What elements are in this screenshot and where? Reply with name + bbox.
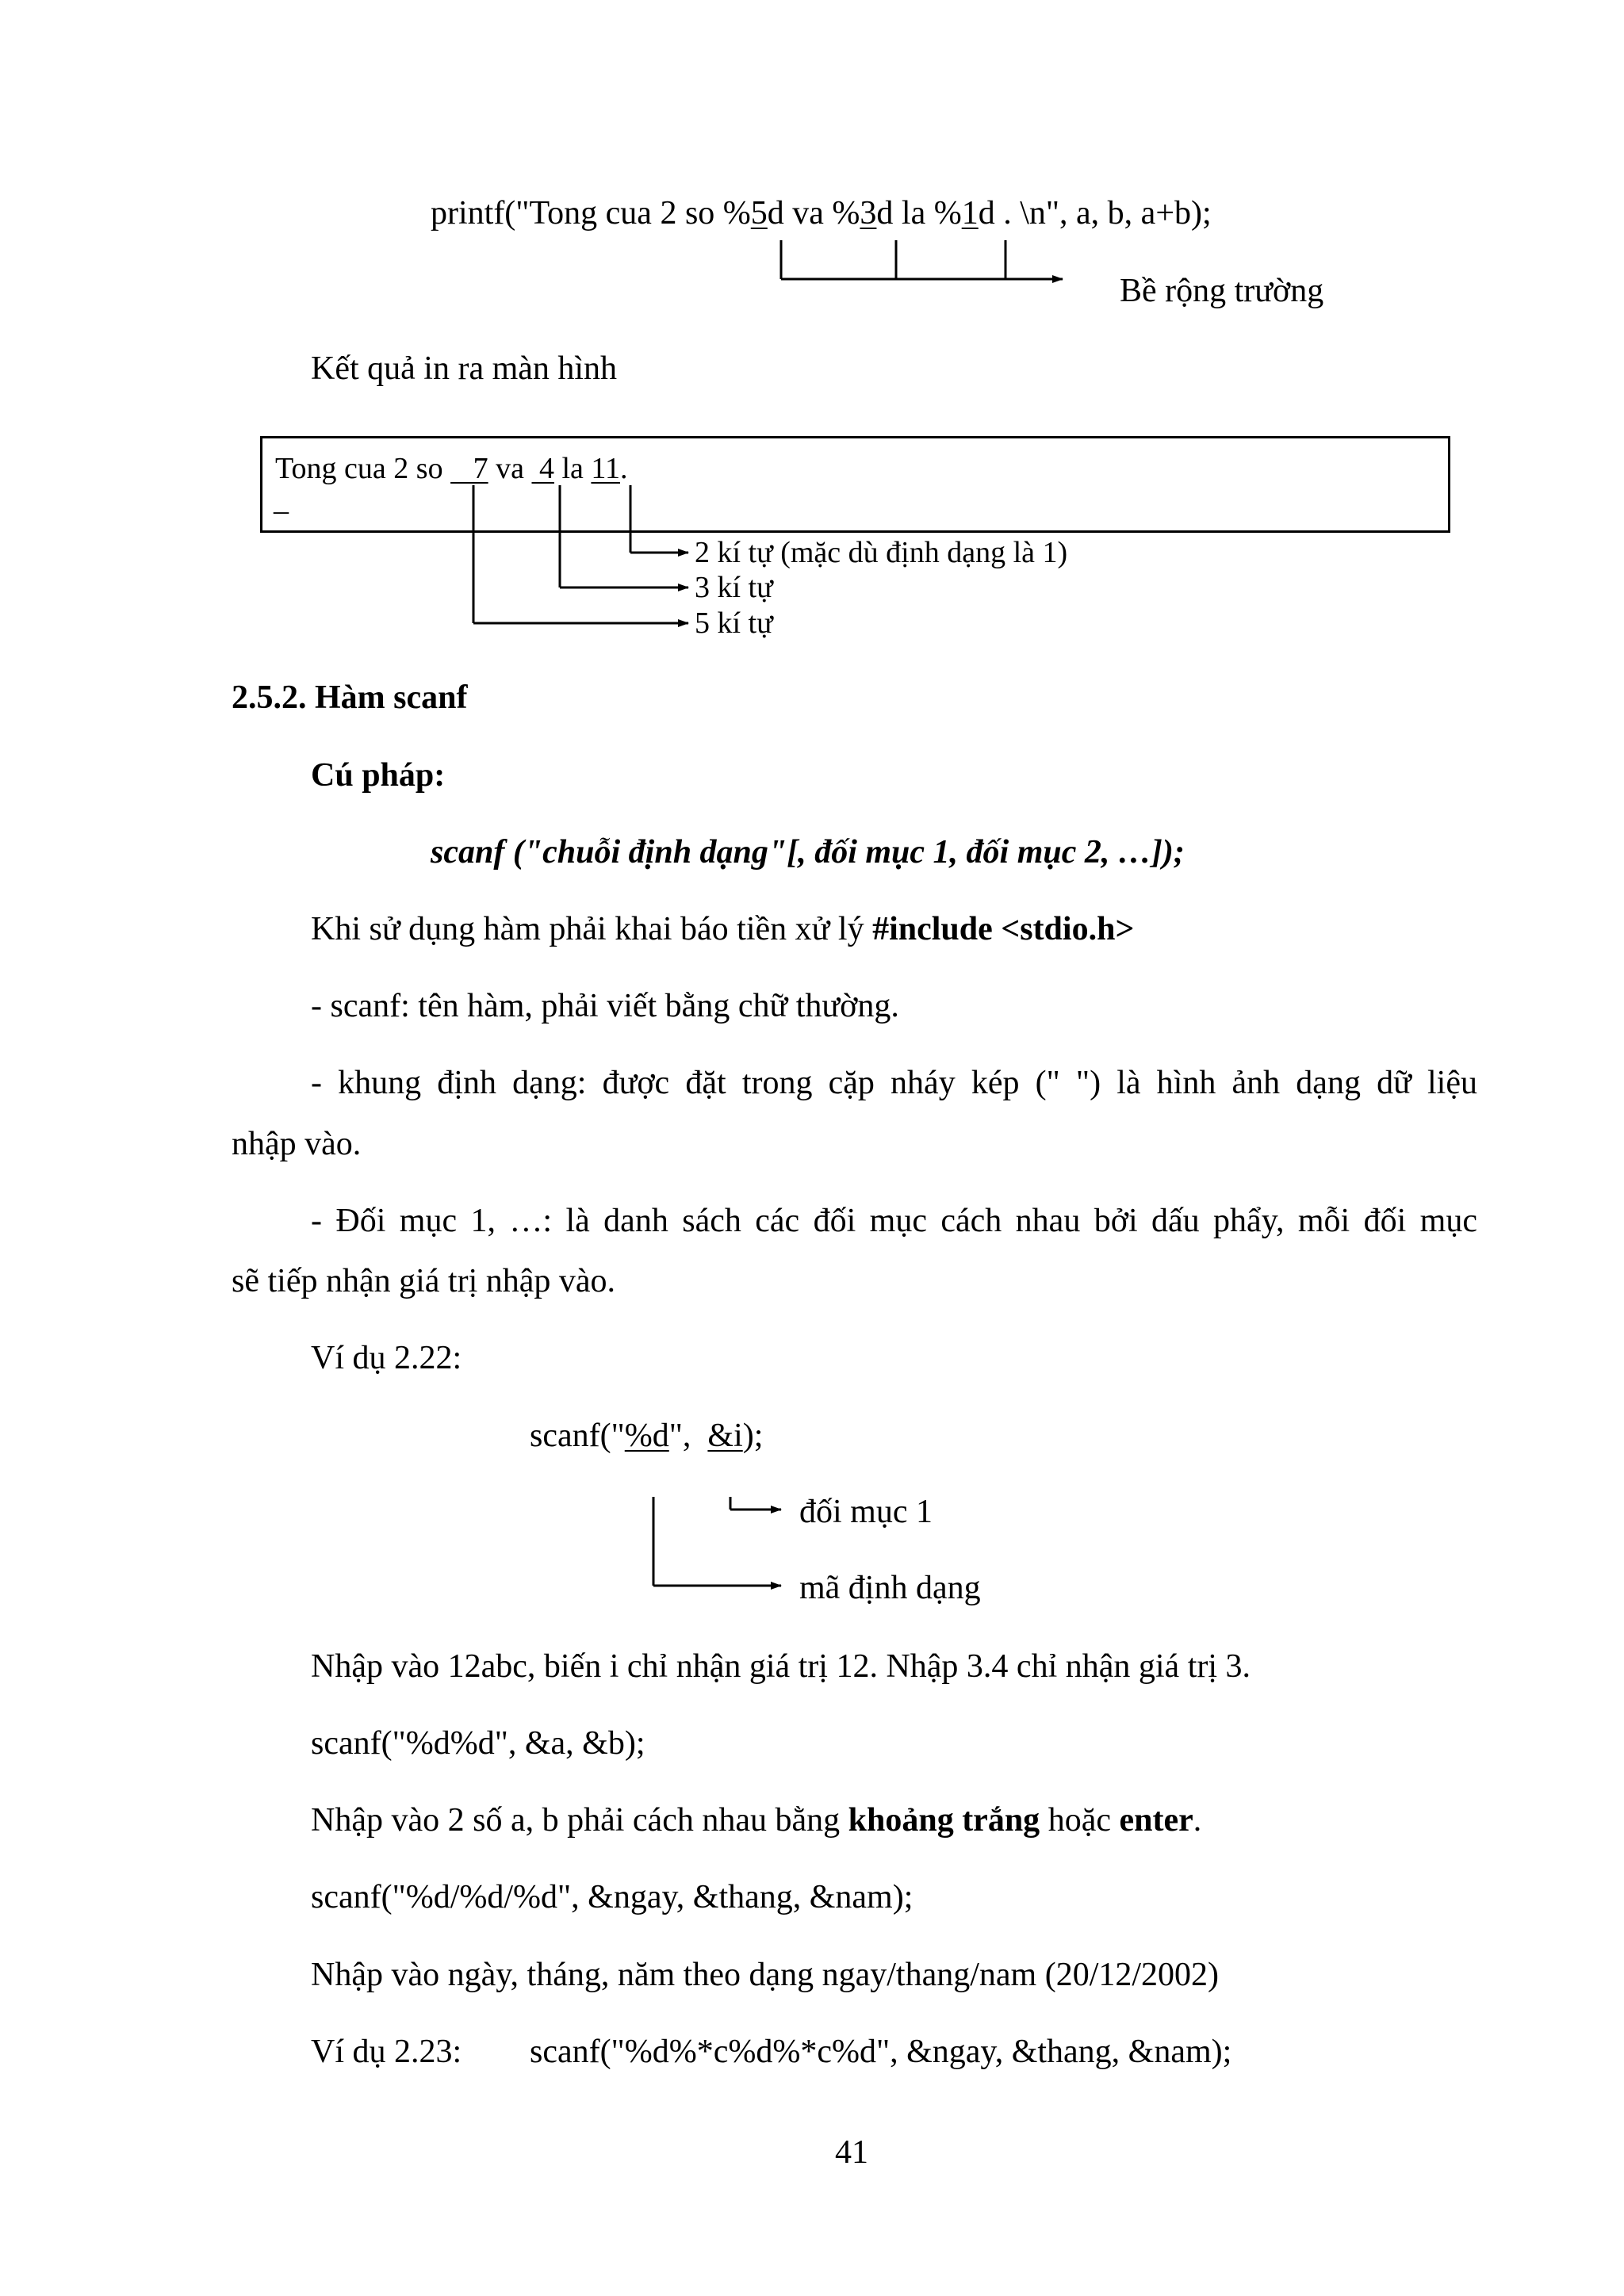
- syntax-label: Cú pháp:: [311, 757, 446, 794]
- bullet-args-line2: sẽ tiếp nhận giá trị nhập vào.: [232, 1263, 616, 1299]
- annotation-3-chars: 3 kí tự: [695, 571, 773, 604]
- scanf-example-code: scanf("%d", &i);: [530, 1418, 764, 1454]
- example-223-code: scanf("%d%*c%d%*c%d", &ngay, &thang, &nam);: [530, 2034, 1232, 2070]
- terminal-cursor: _: [274, 484, 289, 517]
- input-note: Nhập vào 12abc, biến i chỉ nhận giá trị 12. Nhập 3.4 chỉ nhận giá trị 3.: [311, 1648, 1251, 1685]
- include-code: #include <stdio.h>: [872, 911, 1135, 947]
- scanf-date: scanf("%d/%d/%d", &ngay, &thang, &nam);: [311, 1879, 914, 1915]
- annotation-5-chars: 5 kí tự: [695, 607, 773, 640]
- terminal-output-box: [260, 436, 1450, 533]
- printf-code-line: printf("Tong cua 2 so %5d va %3d la %1d . \n", a, b, a+b);: [431, 195, 1212, 232]
- output-intro: Kết quả in ra màn hình: [311, 350, 618, 387]
- argument-code: &i: [707, 1418, 743, 1454]
- value-4: 4: [531, 452, 554, 485]
- bullet-format-line2: nhập vào.: [232, 1126, 362, 1162]
- bullet-format-line1: - khung định dạng: được đặt trong cặp nháy kép (" ") là hình ảnh dạng dữ liệu: [311, 1065, 1477, 1101]
- bullet-scanf-name: - scanf: tên hàm, phải viết bằng chữ thường.: [311, 988, 899, 1024]
- page-number: 41: [835, 2134, 868, 2171]
- value-11: 11: [591, 452, 620, 485]
- scanf-two-numbers: scanf("%d%d", &a, &b);: [311, 1725, 645, 1762]
- include-note: Khi sử dụng hàm phải khai báo tiền xử lý #include <stdio.h>: [311, 911, 1135, 947]
- syntax-line: scanf ("chuỗi định dạng"[, đối mục 1, đối mục 2, …]);: [431, 834, 1185, 871]
- bullet-args-line1: - Đối mục 1, …: là danh sách các đối mục cách nhau bởi dấu phẩy, mỗi đối mục: [311, 1203, 1477, 1239]
- annotation-2-chars: 2 kí tự (mặc dù định dạng là 1): [695, 536, 1068, 569]
- argument-label: đối mục 1: [799, 1494, 933, 1530]
- two-numbers-note: Nhập vào 2 số a, b phải cách nhau bằng khoảng trắng hoặc enter.: [311, 1802, 1202, 1839]
- width-5: 5: [750, 195, 768, 232]
- format-code: %d: [624, 1418, 669, 1454]
- width-1: 1: [961, 195, 979, 232]
- example-223-label: Ví dụ 2.23:: [311, 2034, 462, 2070]
- section-heading: 2.5.2. Hàm scanf: [232, 679, 468, 716]
- date-note: Nhập vào ngày, tháng, năm theo dạng ngay/thang/nam (20/12/2002): [311, 1957, 1220, 1993]
- width-3: 3: [860, 195, 877, 232]
- field-width-label: Bề rộng trường: [1120, 273, 1324, 309]
- printf-width-arrow: [781, 240, 1063, 279]
- example-222-label: Ví dụ 2.22:: [311, 1340, 462, 1376]
- value-7: 7: [450, 452, 488, 485]
- terminal-line: Tong cua 2 so 7 va 4 la 11.: [275, 452, 628, 485]
- format-code-label: mã định dạng: [799, 1570, 981, 1606]
- scanf-example-arrows: [653, 1497, 781, 1586]
